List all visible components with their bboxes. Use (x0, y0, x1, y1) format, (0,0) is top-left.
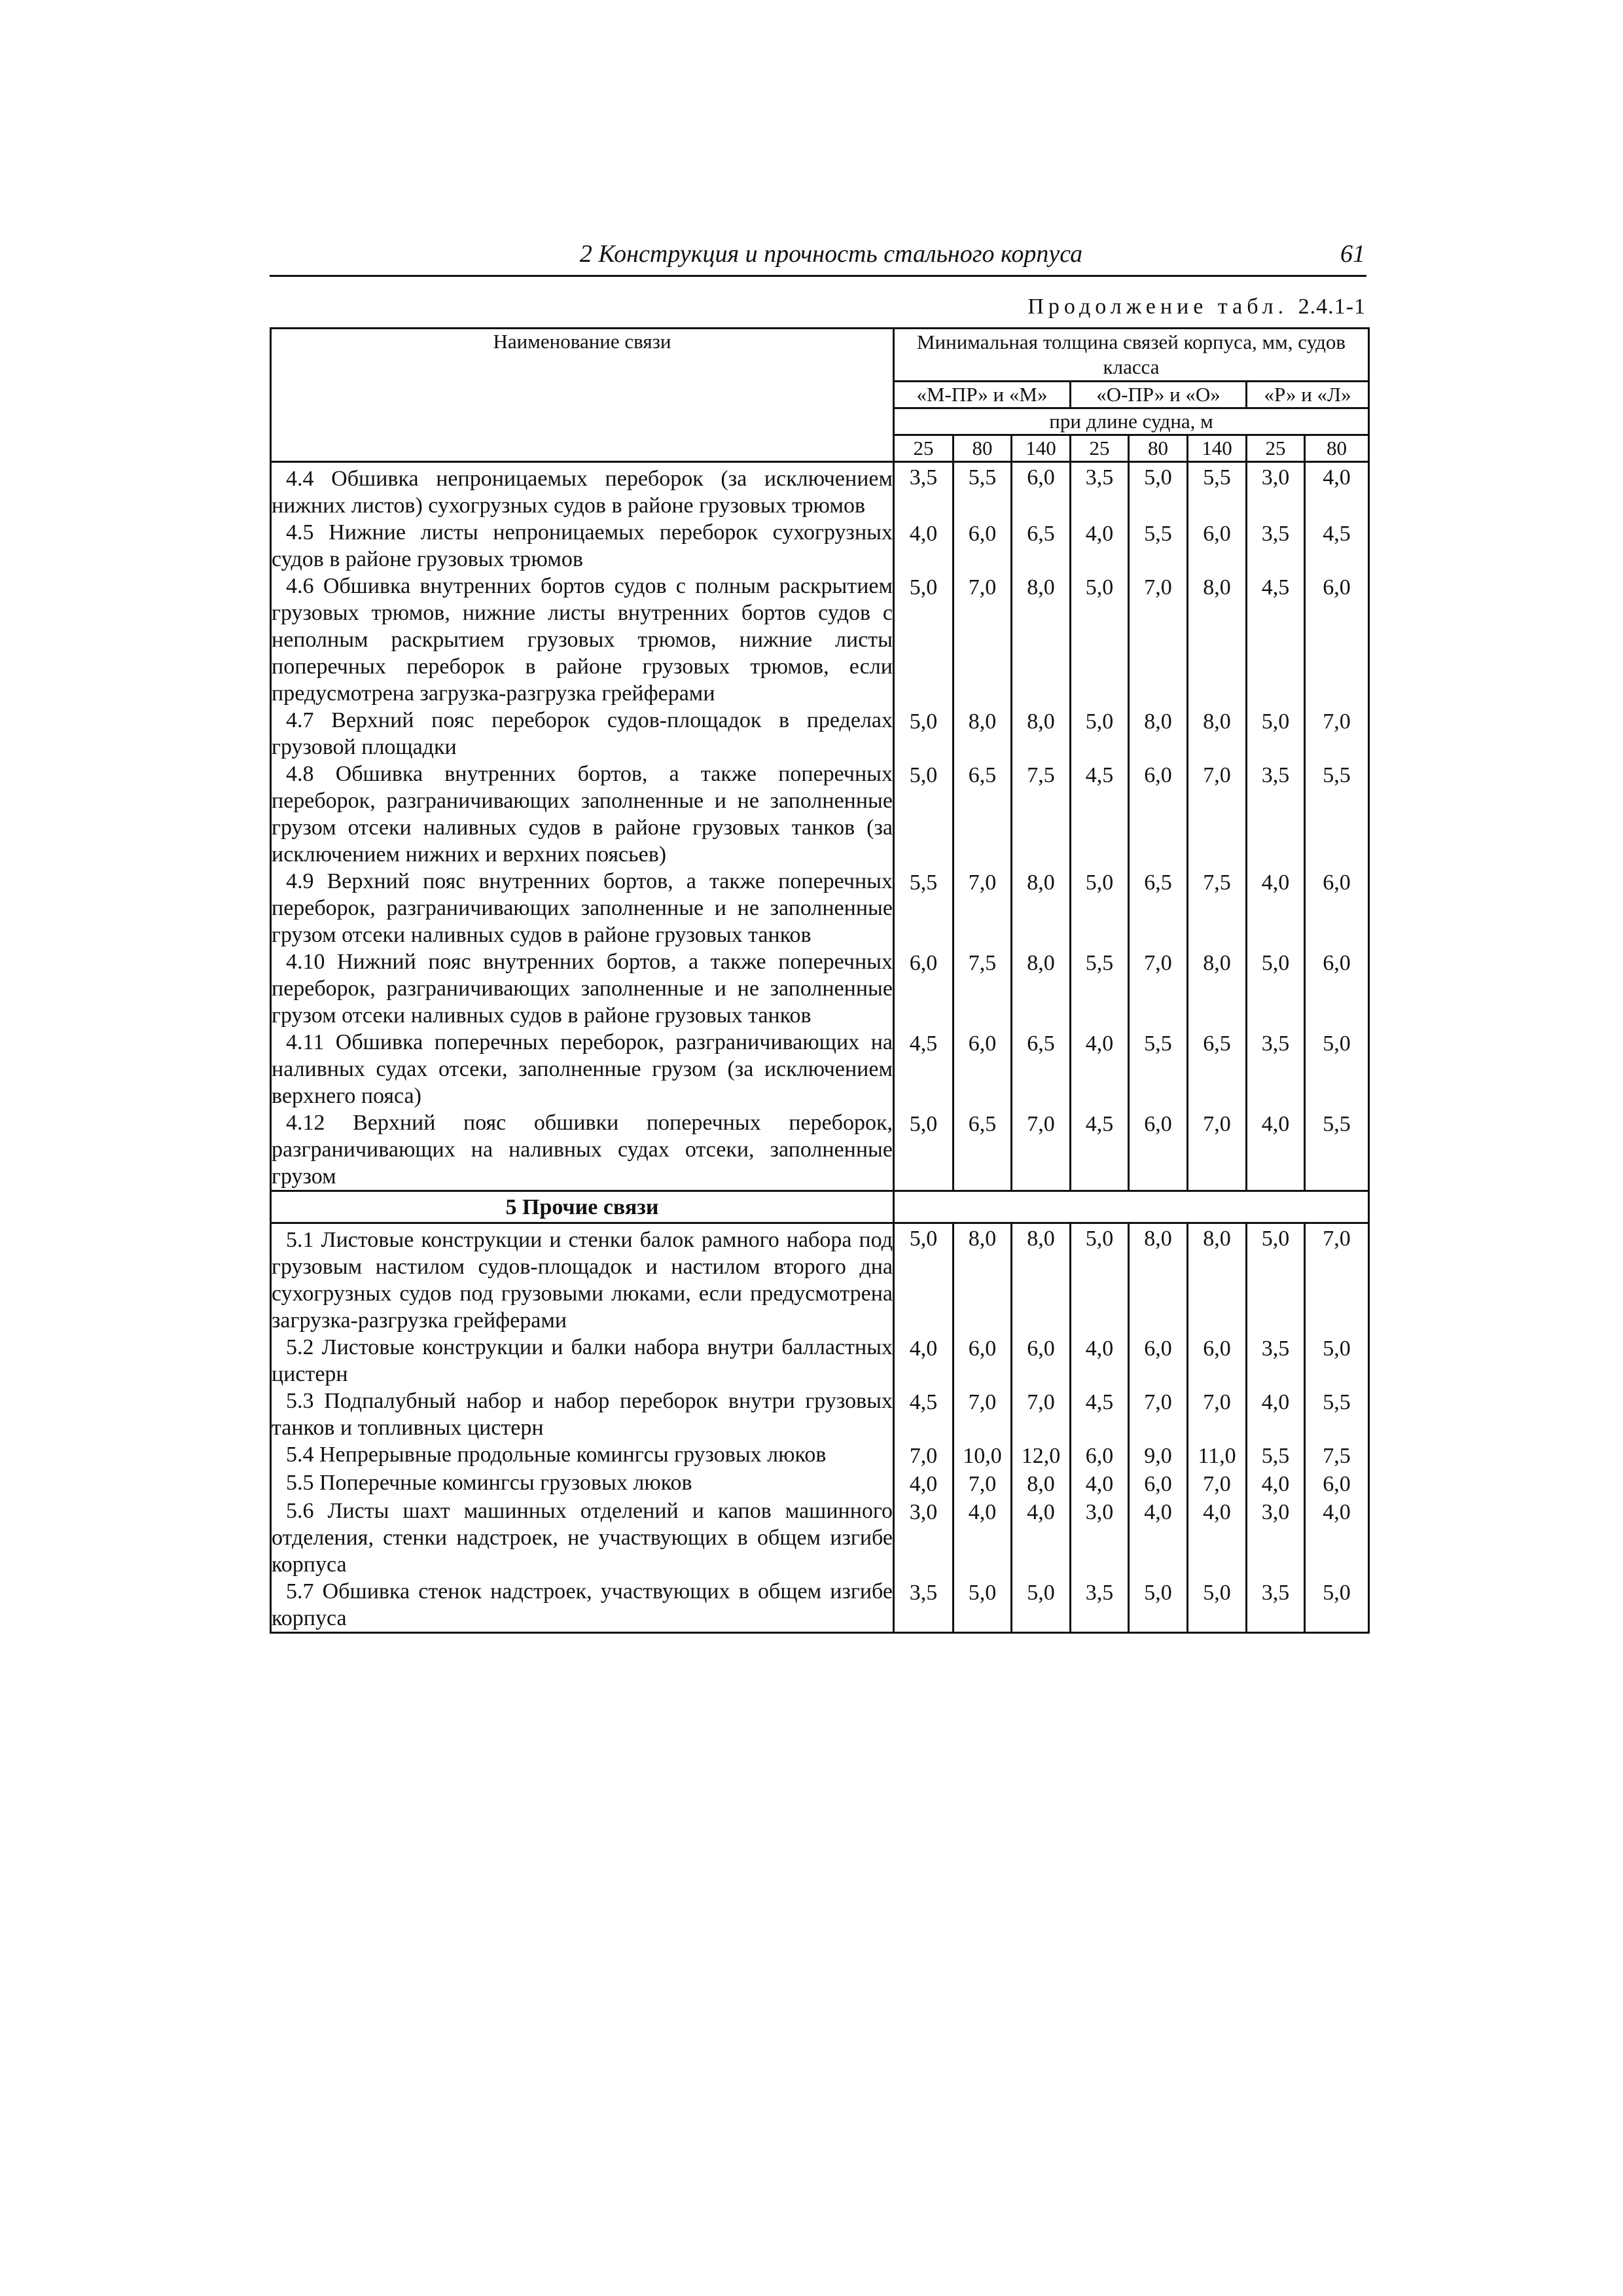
row-name-cell (271, 1029, 894, 1109)
table-body-section-4 (271, 462, 1369, 1191)
thickness-value: 5,5 (1305, 1388, 1369, 1441)
row-name-cell (271, 868, 894, 948)
thickness-value: 6,0 (1188, 1334, 1247, 1388)
table-row (271, 519, 1369, 573)
length-header-cell: 140 (1012, 435, 1071, 462)
thickness-value: 5,0 (1305, 1029, 1369, 1109)
row-name: 4.10 Нижний пояс внутренних бортов, а также поперечных переборок, разграничивающих заполненные и не заполненные грузом отсеки наливных судов в районе грузовых танков (272, 950, 893, 1028)
thickness-value: 5,0 (894, 761, 954, 868)
row-name: 4.9 Верхний пояс внутренних бортов, а также поперечных переборок, разграничивающих заполненные и не заполненные грузом отсеки наливных судов в районе грузовых танков (272, 869, 893, 947)
length-caption: при длине судна, м (894, 408, 1369, 435)
thickness-value: 3,5 (1247, 1029, 1305, 1109)
thickness-value: 3,5 (894, 1578, 954, 1633)
thickness-value: 6,5 (954, 761, 1012, 868)
thickness-value: 3,5 (1247, 761, 1305, 868)
thickness-value: 8,0 (1012, 707, 1071, 761)
row-name-cell (271, 519, 894, 573)
thickness-value: 6,0 (1129, 1469, 1188, 1498)
thickness-value: 5,0 (1247, 948, 1305, 1029)
thickness-value: 5,0 (1247, 1223, 1305, 1335)
row-name-cell (271, 1578, 894, 1633)
thickness-value: 3,5 (1071, 1578, 1129, 1633)
table-row (271, 948, 1369, 1029)
row-name: 5.2 Листовые конструкции и балки набора внутри балластных цистерн (272, 1335, 893, 1386)
thickness-value: 4,0 (1071, 1334, 1129, 1388)
thickness-value: 8,0 (1012, 573, 1071, 707)
table-row (271, 1388, 1369, 1441)
thickness-value: 7,0 (1012, 1109, 1071, 1191)
thickness-value: 8,0 (1012, 1223, 1071, 1335)
thickness-value: 5,5 (1129, 519, 1188, 573)
thickness-value: 8,0 (1012, 1469, 1071, 1498)
thickness-value: 6,5 (954, 1109, 1012, 1191)
class-group-header: «Р» и «Л» (1247, 382, 1369, 408)
thickness-value: 7,0 (1188, 761, 1247, 868)
row-name: 4.5 Нижние листы непроницаемых переборок сухогрузных судов в районе грузовых трюмов (272, 520, 893, 571)
thickness-value: 5,5 (1305, 761, 1369, 868)
thickness-value: 7,5 (1012, 761, 1071, 868)
thickness-value: 4,0 (1305, 462, 1369, 520)
thickness-value: 5,0 (1129, 462, 1188, 520)
thickness-value: 5,0 (1305, 1334, 1369, 1388)
row-name: 4.6 Обшивка внутренних бортов судов с полным раскрытием грузовых трюмов, нижние листы внутренних бортов судов с неполным раскрытием грузовых трюмов, нижние листы поперечных переборок в районе грузовых трюмов, если предусмотрена загрузка-разгрузка грейферами (272, 574, 893, 706)
thickness-value: 7,0 (894, 1441, 954, 1469)
thickness-value: 5,0 (894, 707, 954, 761)
thickness-value: 7,0 (1188, 1109, 1247, 1191)
thickness-value: 5,0 (1071, 707, 1129, 761)
thickness-value: 4,0 (1071, 1029, 1129, 1109)
length-header-cell: 25 (1247, 435, 1305, 462)
thickness-value: 5,5 (1071, 948, 1129, 1029)
row-name-cell (271, 1469, 894, 1498)
thickness-table (270, 327, 1370, 1634)
table-continuation-label (1027, 295, 1366, 319)
row-name-cell (271, 1441, 894, 1469)
length-header-cell: 140 (1188, 435, 1247, 462)
thickness-value: 6,0 (1071, 1441, 1129, 1469)
row-name-cell (271, 462, 894, 520)
row-name: 4.12 Верхний пояс обшивки поперечных переборок, разграничивающих на наливных судах отсеки, заполненные грузом (272, 1111, 893, 1189)
thickness-value: 4,5 (1071, 1109, 1129, 1191)
thickness-value: 6,5 (1188, 1029, 1247, 1109)
thickness-value: 7,0 (1012, 1388, 1071, 1441)
thickness-value: 3,0 (1247, 1498, 1305, 1578)
row-name-cell (271, 1109, 894, 1191)
section-title-filler (894, 1191, 1369, 1223)
thickness-value: 6,0 (1129, 761, 1188, 868)
row-name: 5.4 Непрерывные продольные комингсы грузовых люков (286, 1443, 827, 1467)
table-row (271, 868, 1369, 948)
thickness-value: 8,0 (1188, 707, 1247, 761)
table-row (271, 1029, 1369, 1109)
thickness-value: 3,0 (1247, 462, 1305, 520)
thickness-value: 5,0 (1247, 707, 1305, 761)
section-5-heading-body (271, 1191, 1369, 1223)
thickness-value: 6,0 (1305, 573, 1369, 707)
thickness-value: 4,0 (1247, 868, 1305, 948)
thickness-value: 4,0 (894, 1469, 954, 1498)
thickness-value: 8,0 (954, 707, 1012, 761)
thickness-value: 6,5 (1129, 868, 1188, 948)
length-header-cell: 25 (1071, 435, 1129, 462)
row-name-cell (271, 707, 894, 761)
thickness-value: 8,0 (954, 1223, 1012, 1335)
row-name-cell (271, 573, 894, 707)
thickness-value: 4,5 (1071, 1388, 1129, 1441)
thickness-value: 7,0 (1188, 1388, 1247, 1441)
thickness-value: 6,0 (894, 948, 954, 1029)
thickness-value: 4,0 (1129, 1498, 1188, 1578)
thickness-value: 8,0 (1188, 573, 1247, 707)
thickness-value: 5,5 (1305, 1109, 1369, 1191)
thickness-value: 4,5 (894, 1029, 954, 1109)
row-name: 4.11 Обшивка поперечных переборок, разграничивающих на наливных судах отсеки, заполненные грузом (за исключением верхнего пояса) (272, 1030, 893, 1108)
thickness-value: 5,0 (1188, 1578, 1247, 1633)
thickness-value: 4,0 (954, 1498, 1012, 1578)
thickness-value: 6,0 (1012, 462, 1071, 520)
thickness-value: 7,0 (954, 573, 1012, 707)
table-row (271, 1223, 1369, 1335)
thickness-value: 7,5 (1188, 868, 1247, 948)
thickness-value: 5,0 (894, 573, 954, 707)
thickness-value: 4,5 (1305, 519, 1369, 573)
thickness-value: 4,0 (1247, 1388, 1305, 1441)
thickness-value: 5,0 (954, 1578, 1012, 1633)
thickness-value: 4,0 (1188, 1498, 1247, 1578)
thickness-value: 5,5 (894, 868, 954, 948)
row-name-cell (271, 1498, 894, 1578)
thickness-value: 6,0 (1188, 519, 1247, 573)
table-row (271, 1334, 1369, 1388)
thickness-value: 8,0 (1012, 868, 1071, 948)
table-row (271, 462, 1369, 520)
thickness-value: 6,0 (954, 1029, 1012, 1109)
thickness-value: 7,0 (1305, 707, 1369, 761)
row-name-cell (271, 1388, 894, 1441)
thickness-value: 4,0 (1247, 1109, 1305, 1191)
header-title: 2 Конструкция и прочность стального корпуса (579, 240, 1083, 268)
thickness-value: 7,0 (954, 1388, 1012, 1441)
row-name-cell (271, 1334, 894, 1388)
length-header-cell: 25 (894, 435, 954, 462)
thickness-value: 5,0 (894, 1109, 954, 1191)
thickness-value: 4,0 (894, 519, 954, 573)
thickness-value: 8,0 (1129, 1223, 1188, 1335)
thickness-value: 5,0 (894, 1223, 954, 1335)
row-name: 5.6 Листы шахт машинных отделений и капов машинного отделения, стенки надстроек, не участвующих в общем изгибе корпуса (272, 1499, 893, 1577)
thickness-value: 7,5 (1305, 1441, 1369, 1469)
thickness-value: 4,0 (1305, 1498, 1369, 1578)
row-name-cell (271, 948, 894, 1029)
thickness-value: 6,0 (1129, 1334, 1188, 1388)
thickness-value: 8,0 (1188, 1223, 1247, 1335)
thickness-value: 6,0 (1305, 868, 1369, 948)
thickness-value: 5,5 (1129, 1029, 1188, 1109)
row-name: 5.5 Поперечные комингсы грузовых люков (286, 1471, 692, 1495)
thickness-value: 5,5 (1188, 462, 1247, 520)
table-row (271, 573, 1369, 707)
thickness-value: 3,5 (1247, 1578, 1305, 1633)
thickness-value: 5,0 (1129, 1578, 1188, 1633)
thickness-value: 12,0 (1012, 1441, 1071, 1469)
thickness-value: 4,0 (894, 1334, 954, 1388)
thickness-value: 3,5 (1247, 519, 1305, 573)
thickness-value: 4,5 (1071, 761, 1129, 868)
thickness-value: 10,0 (954, 1441, 1012, 1469)
row-name-cell (271, 1223, 894, 1335)
continuation-text: Продолжение табл. (1027, 295, 1289, 319)
thickness-value: 7,0 (1129, 1388, 1188, 1441)
thickness-value: 6,0 (1129, 1109, 1188, 1191)
thickness-value: 7,0 (1305, 1223, 1369, 1335)
class-group-header: «О-ПР» и «О» (1071, 382, 1247, 408)
page-number: 61 (1340, 240, 1365, 268)
thickness-value: 9,0 (1129, 1441, 1188, 1469)
length-header-cell: 80 (954, 435, 1012, 462)
thickness-value: 6,5 (1012, 519, 1071, 573)
thickness-value: 6,0 (954, 519, 1012, 573)
table-row (271, 707, 1369, 761)
thickness-value: 8,0 (1188, 948, 1247, 1029)
thickness-value: 7,0 (1129, 573, 1188, 707)
length-header-cell: 80 (1305, 435, 1369, 462)
thickness-value: 4,5 (894, 1388, 954, 1441)
thickness-value: 4,5 (1247, 573, 1305, 707)
section-title: 5 Прочие связи (271, 1191, 894, 1223)
thickness-value: 7,0 (1129, 948, 1188, 1029)
row-name: 4.4 Обшивка непроницаемых переборок (за исключением нижних листов) сухогрузных судов в районе грузовых трюмов (272, 467, 893, 518)
class-group-header: «М-ПР» и «М» (894, 382, 1071, 408)
thickness-value: 3,5 (1071, 462, 1129, 520)
thickness-value: 5,0 (1071, 573, 1129, 707)
thickness-value: 6,0 (1012, 1334, 1071, 1388)
thickness-value: 7,0 (1188, 1469, 1247, 1498)
table-row (271, 1498, 1369, 1578)
row-name: 5.1 Листовые конструкции и стенки балок рамного набора под грузовым настилом судов-площадок и настилом второго дна сухогрузных судов под грузовыми люками, если предусмотрена загрузка-разгрузка грейферами (272, 1228, 893, 1333)
thickness-value: 3,5 (894, 462, 954, 520)
thickness-value: 5,5 (1247, 1441, 1305, 1469)
table-body-section-5 (271, 1223, 1369, 1633)
running-header (270, 237, 1366, 277)
row-name: 5.7 Обшивка стенок надстроек, участвующих в общем изгибе корпуса (272, 1579, 893, 1630)
thickness-value: 5,0 (1305, 1578, 1369, 1633)
thickness-value: 3,0 (1071, 1498, 1129, 1578)
thickness-value: 5,0 (1071, 868, 1129, 948)
name-column-header: Наименование связи (271, 329, 894, 462)
row-name: 4.8 Обшивка внутренних бортов, а также поперечных переборок, разграничивающих заполненные и не заполненные грузом отсеки наливных судов в районе грузовых танков (за исключением нижних и верхних поясьев) (272, 762, 893, 867)
thickness-value: 8,0 (1012, 948, 1071, 1029)
thickness-value: 4,0 (1247, 1469, 1305, 1498)
thickness-value: 5,0 (1012, 1578, 1071, 1633)
table-number: 2.4.1-1 (1298, 295, 1366, 319)
min-thickness-header: Минимальная толщина связей корпуса, мм, судов класса (894, 329, 1369, 382)
thickness-value: 11,0 (1188, 1441, 1247, 1469)
thickness-value: 4,0 (1071, 1469, 1129, 1498)
thickness-value: 6,5 (1012, 1029, 1071, 1109)
table-row (271, 761, 1369, 868)
table-row (271, 1578, 1369, 1633)
length-header-cell: 80 (1129, 435, 1188, 462)
thickness-value: 3,5 (1247, 1334, 1305, 1388)
row-name-cell (271, 761, 894, 868)
thickness-value: 7,0 (954, 1469, 1012, 1498)
thickness-value: 7,5 (954, 948, 1012, 1029)
table-row (271, 1469, 1369, 1498)
thickness-value: 4,0 (1071, 519, 1129, 573)
thickness-value: 5,5 (954, 462, 1012, 520)
row-name: 4.7 Верхний пояс переборок судов-площадок в пределах грузовой площадки (272, 708, 893, 759)
row-name: 5.3 Подпалубный набор и набор переборок внутри грузовых танков и топливных цистерн (272, 1389, 893, 1440)
thickness-value: 7,0 (954, 868, 1012, 948)
thickness-value: 3,0 (894, 1498, 954, 1578)
thickness-value: 6,0 (1305, 1469, 1369, 1498)
thickness-value: 6,0 (1305, 948, 1369, 1029)
table-head (271, 329, 1369, 462)
table-row (271, 1441, 1369, 1469)
thickness-value: 6,0 (954, 1334, 1012, 1388)
thickness-value: 4,0 (1012, 1498, 1071, 1578)
table-row (271, 1109, 1369, 1191)
thickness-value: 5,0 (1071, 1223, 1129, 1335)
thickness-value: 8,0 (1129, 707, 1188, 761)
